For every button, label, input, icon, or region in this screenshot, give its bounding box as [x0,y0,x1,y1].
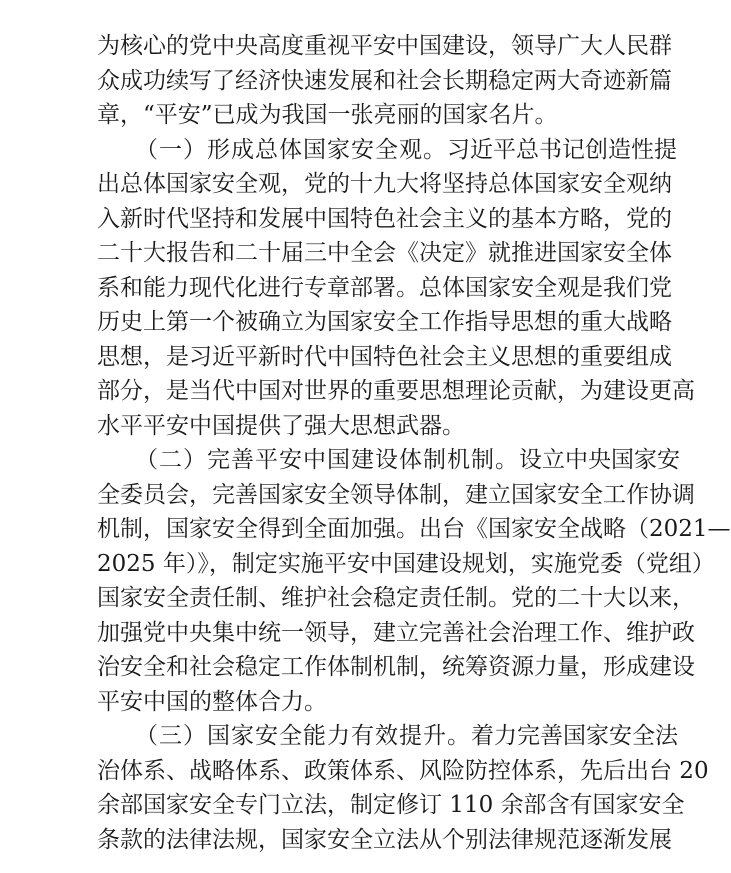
section-heading: （三）国家安全能力有效提升。 [135,723,471,749]
text-line: 历史上第一个被确立为国家安全工作指导思想的重大战略 [97,309,672,335]
text-line: 为核心的党中央高度重视平安中国建设，领导广大人民群 [97,33,672,59]
text-line: 二十大报告和二十届三中全会《决定》就推进国家安全体 [97,240,672,266]
text-line: 部分，是当代中国对世界的重要思想理论贡献，为建设更高 [97,378,695,404]
text-span: 着力完善国家安全法 [471,723,678,749]
paragraph-intro [97,29,672,133]
text-line: 入新时代坚持和发展中国特色社会主义的基本方略，党的 [97,205,672,232]
text-line: 2025 年）》，制定实施平安中国建设规划，实施党委（党组） [97,550,715,577]
text-line: 全委员会，完善国家安全领导体制，建立国家安全工作协调 [97,481,695,508]
text-span: 习近平总书记创造性提 [447,136,677,163]
text-line: 机制，国家安全得到全面加强。出台《国家安全战略（2021— [97,516,731,542]
text-line: 水平平安中国提供了强大思想武器。 [97,412,465,439]
text-span: 设立中央国家安 [519,447,680,473]
text-line: 条款的法律法规，国家安全立法从个别法律规范逐渐发展 [97,826,672,853]
paragraph-section-1 [97,133,695,444]
text-line [97,133,677,168]
section-heading: （二）完善平安中国建设体制机制。 [135,447,519,473]
paragraph-section-3 [97,719,709,857]
text-line: 加强党中央集中统一领导，建立完善社会治理工作、维护政 [97,619,695,646]
text-line [97,443,680,478]
section-heading: （一）形成总体国家安全观。 [135,136,447,163]
text-line: 出总体国家安全观，党的十九大将坚持总体国家安全观纳 [97,171,672,197]
document-page [97,29,731,857]
text-line: 治安全和社会稳定工作体制机制，统筹资源力量，形成建设 [97,654,695,680]
text-line: 章，“平安”已成为我国一张亮丽的国家名片。 [97,102,558,128]
text-line: 系和能力现代化进行专章部署。总体国家安全观是我们党 [97,274,672,301]
text-line: 余部国家安全专门立法，制定修订 110 余部含有国家安全 [97,792,685,818]
text-line: 国家安全责任制、维护社会稳定责任制。党的二十大以来， [97,585,695,611]
text-line: 众成功续写了经济快速发展和社会长期稳定两大奇迹新篇 [97,67,672,94]
text-line: 平安中国的整体合力。 [97,688,327,715]
paragraph-section-2 [97,443,731,719]
text-line: 思想，是习近平新时代中国特色社会主义思想的重要组成 [97,343,672,370]
text-line: 治体系、战略体系、政策体系、风险防控体系，先后出台 20 [97,757,709,784]
text-line [97,719,678,754]
